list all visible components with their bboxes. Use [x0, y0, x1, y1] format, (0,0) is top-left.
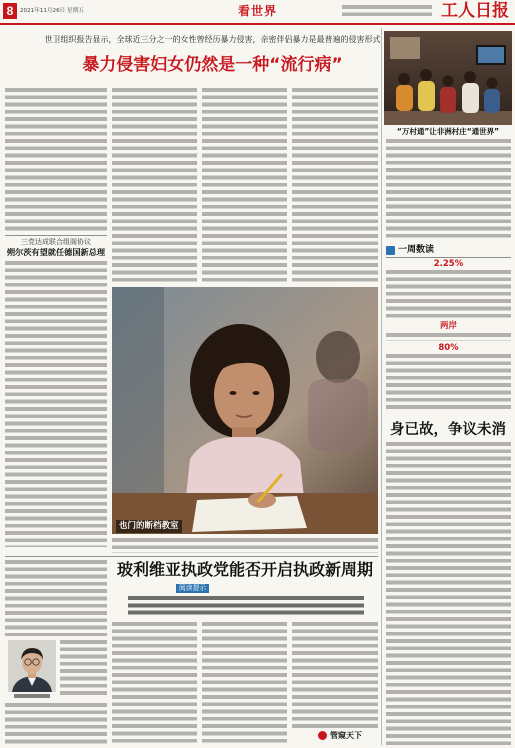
weekly-figure-text: [386, 333, 511, 341]
weekly-figure-text: [386, 270, 511, 318]
lead-body-column-2: [112, 88, 197, 282]
header-rule: [0, 23, 515, 25]
bolivia-story-rule: [5, 556, 378, 557]
portrait-image: [8, 640, 56, 692]
weekly-figure: 2.25%: [433, 259, 464, 269]
bolivia-body-column-3: [292, 622, 378, 728]
section-title: 看世界: [237, 4, 277, 18]
left-lower-body-2: [60, 640, 107, 698]
portrait-name: [14, 694, 50, 698]
right-story-body: [386, 442, 511, 745]
africa-story-body: [386, 139, 511, 240]
bolivia-body-column-2: [202, 622, 287, 745]
germany-story-rule: [5, 235, 107, 236]
reading-tip-text: [128, 596, 364, 618]
author-portrait: [8, 640, 56, 692]
germany-body: [5, 261, 107, 547]
yemen-photo-title: 也门的断档教室: [116, 520, 182, 533]
schoolgirl-image: [112, 287, 378, 534]
reading-tip-label: 阅读提示: [176, 584, 209, 593]
weekly-numbers-rule: [386, 257, 511, 258]
weekly-figure: 两岸: [439, 321, 457, 331]
lead-headline: 暴力侵害妇女仍然是一种“流行病”: [82, 55, 343, 75]
weekly-figure-text: [386, 354, 511, 412]
lead-kicker: 世卫组织报告显示，全球近三分之一的女性曾经历暴力侵害，亲密伴侣暴力是最普遍的侵害形式: [44, 35, 381, 44]
weekly-numbers-heading: 一周数读: [398, 245, 435, 255]
issue-date: 2021年11月26日 星期五: [20, 8, 84, 14]
lead-body-column-4: [292, 88, 378, 282]
bolivia-body-column-1: [112, 622, 197, 745]
column-tag-icon: [318, 731, 327, 740]
bolivia-headline: 玻利维亚执政党能否开启执政新周期: [116, 560, 373, 579]
weekly-numbers-icon: [386, 246, 395, 255]
page-number-badge: 8: [3, 3, 17, 19]
right-column-rule: [381, 28, 382, 745]
column-tag: [318, 730, 378, 741]
newspaper-logo: 工人日报: [441, 1, 509, 21]
africa-photo-caption: “万村通”让非洲村庄“通世界”: [396, 127, 500, 136]
editor-credits: [342, 5, 432, 17]
weekly-figure: 80%: [438, 343, 459, 353]
germany-headline: 朔尔茨有望就任德国新总理: [6, 247, 106, 257]
lead-body-column-3: [202, 88, 287, 282]
lead-body-column-1: [5, 88, 107, 232]
left-lower-body-1: [5, 560, 107, 636]
village-tv-image: [384, 31, 512, 125]
right-story-headline: 身已故，争议未消: [390, 422, 506, 438]
yemen-photo-caption: [112, 538, 378, 553]
column-tag-label: 管窥天下: [330, 731, 362, 740]
left-lower-body-3: [5, 703, 107, 745]
africa-village-photo: [384, 31, 512, 125]
yemen-classroom-photo: [112, 287, 378, 534]
germany-kicker: 三党达成联合组阁协议: [21, 238, 91, 246]
